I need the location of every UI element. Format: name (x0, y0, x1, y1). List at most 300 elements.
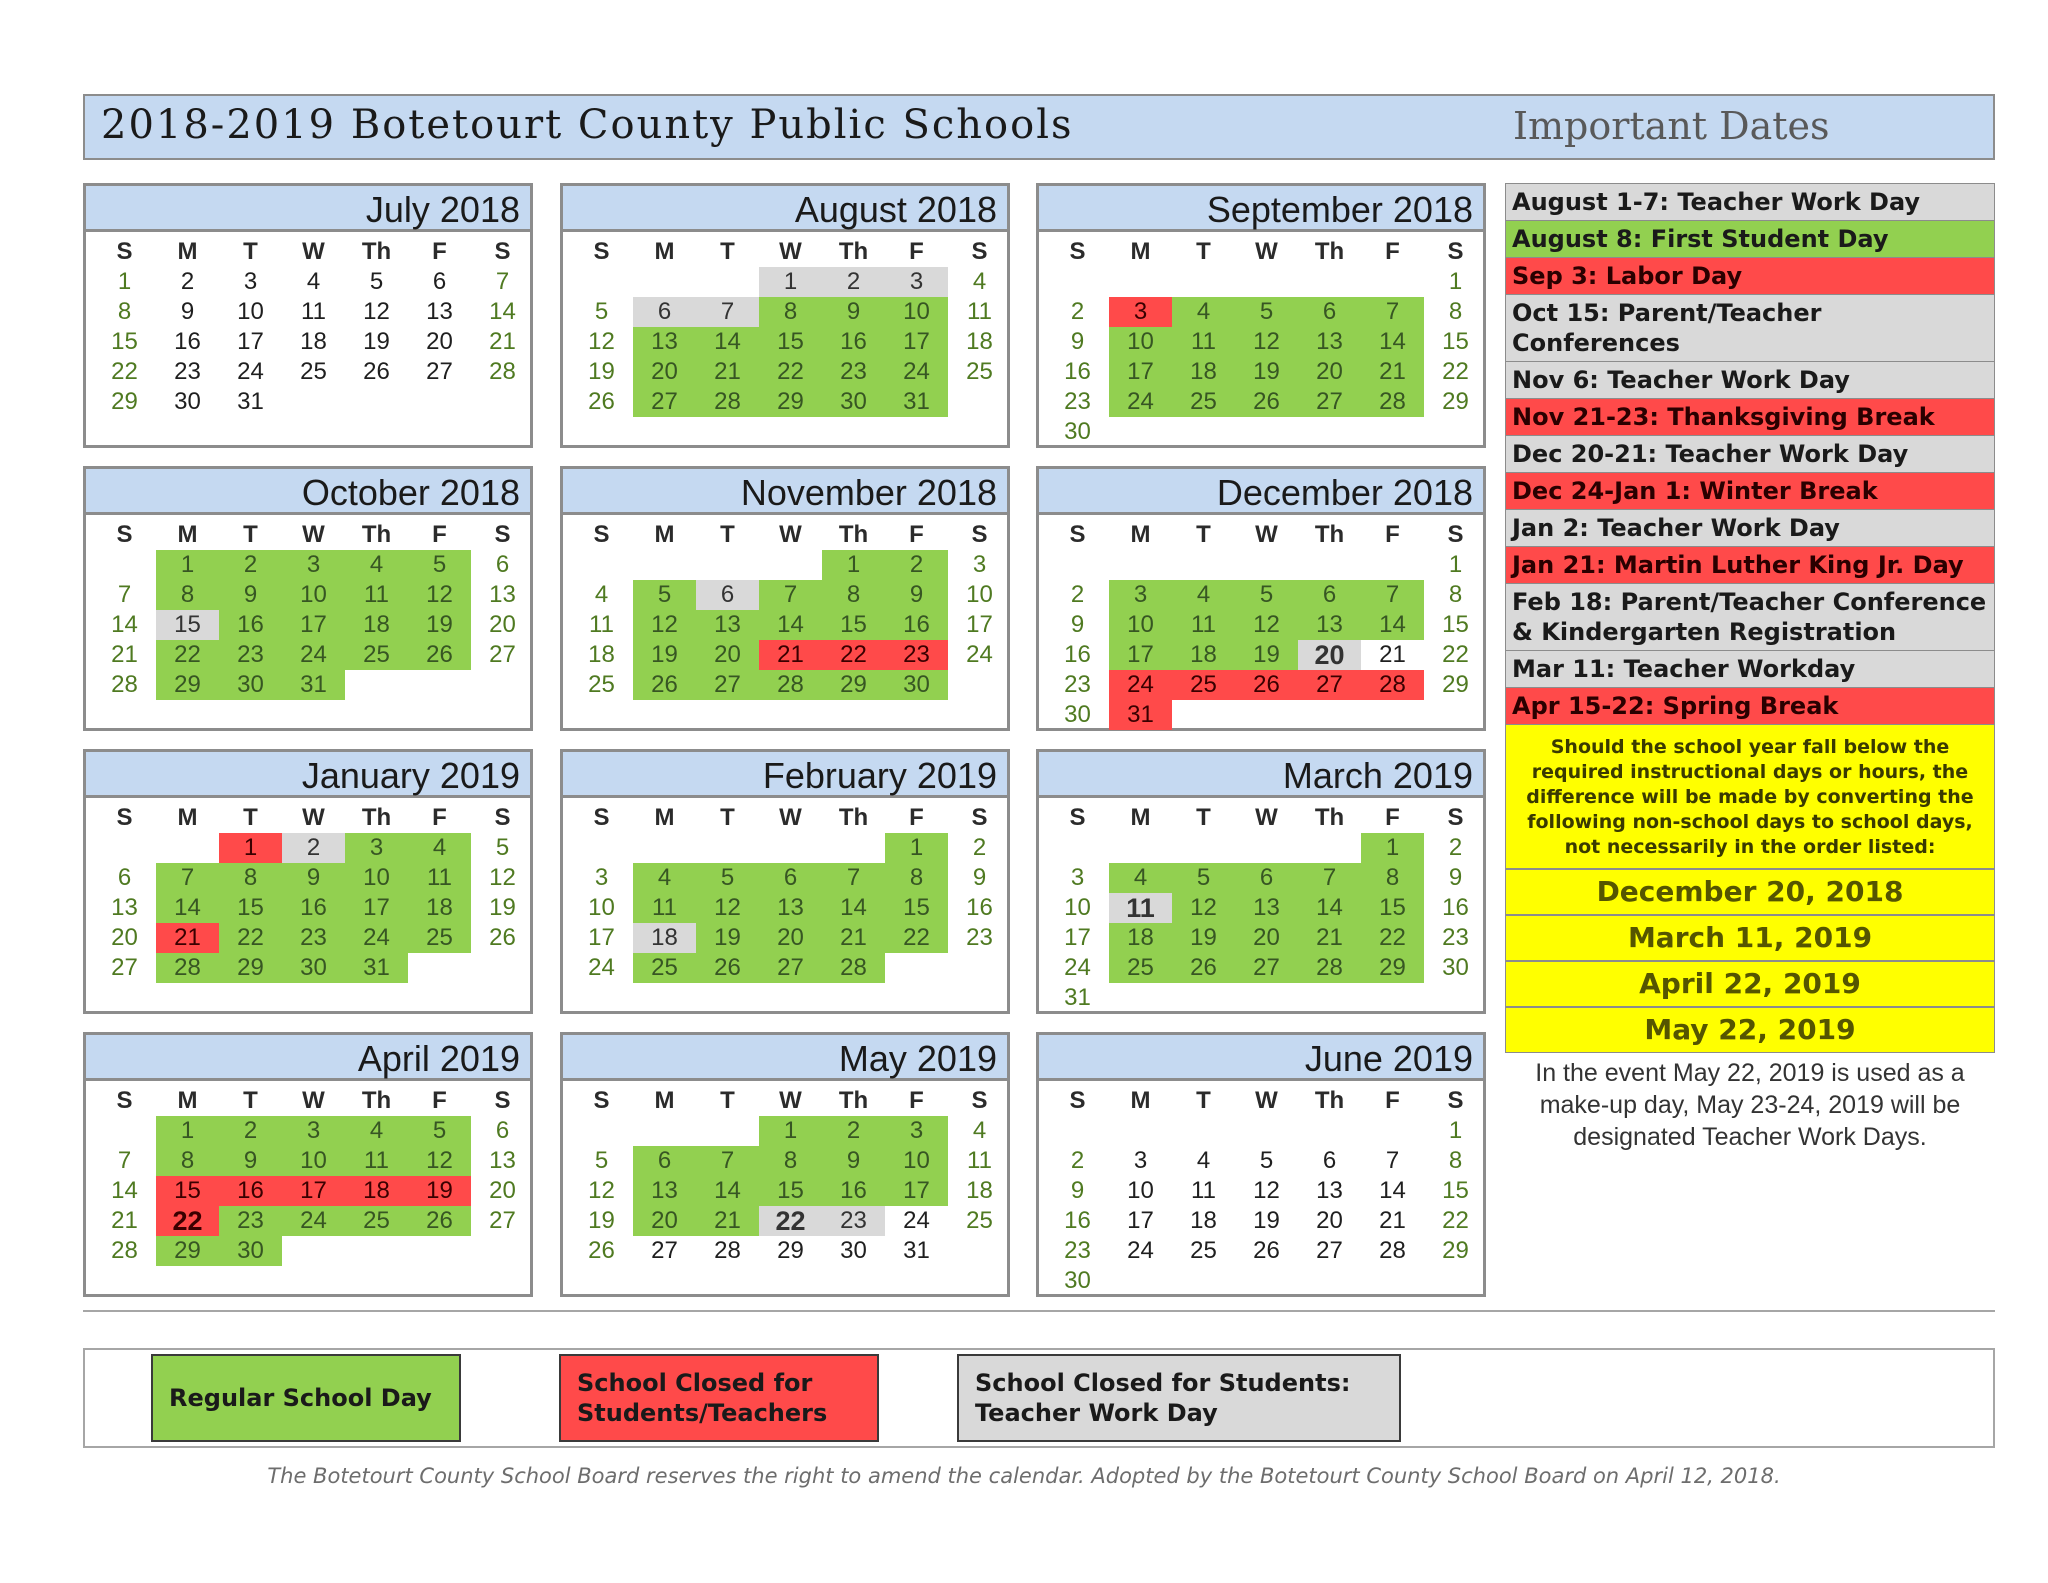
calendar-day: 29 (822, 670, 885, 700)
calendar-day: 23 (1442, 924, 1469, 951)
weekday-label: W (1255, 804, 1278, 831)
weekday-label: T (243, 1087, 258, 1114)
calendar-day: 24 (1109, 387, 1172, 417)
calendar-day: 21 (1298, 923, 1361, 953)
calendar-day: 6 (759, 863, 822, 893)
calendar-day: 7 (495, 268, 510, 295)
calendar-day: 4 (408, 833, 471, 863)
weekday-label: T (720, 521, 735, 548)
calendar-day: 12 (633, 610, 696, 640)
calendar-day: 8 (759, 297, 822, 327)
calendar-day: 15 (111, 328, 138, 355)
calendar-day: 28 (111, 671, 138, 698)
calendar-day: 21 (1361, 357, 1424, 387)
month-calendar (83, 466, 533, 731)
calendar-day: 20 (696, 640, 759, 670)
weekday-label: S (116, 1087, 133, 1114)
calendar-day: 18 (300, 328, 327, 355)
calendar-day: 22 (759, 357, 822, 387)
calendar-day: 5 (408, 1116, 471, 1146)
important-date-item: Mar 11: Teacher Workday (1505, 650, 1995, 687)
calendar-day: 15 (219, 893, 282, 923)
calendar-day: 26 (408, 1206, 471, 1236)
calendar-day: 18 (345, 1176, 408, 1206)
calendar-day: 10 (1064, 894, 1091, 921)
calendar-day: 7 (1385, 1147, 1400, 1174)
important-dates-heading: Important Dates (1513, 104, 1830, 148)
calendar-day: 28 (1298, 953, 1361, 983)
calendar-day: 12 (1253, 1177, 1280, 1204)
calendar-day: 17 (885, 1176, 948, 1206)
calendar-day: 21 (489, 328, 516, 355)
weekday-label: F (432, 804, 447, 831)
calendar-day: 17 (1109, 357, 1172, 387)
calendar-day: 20 (1298, 640, 1361, 670)
weekday-label: S (116, 238, 133, 265)
weekday-label: T (1196, 1087, 1211, 1114)
calendar-day: 2 (1070, 581, 1085, 608)
makeup-note: Should the school year fall below the required instructional days or hours, the difference will be made by converting the following non-school days to school days, not necessarily in the order listed: (1526, 736, 1974, 858)
weekday-label: Th (838, 1087, 869, 1114)
calendar-day: 19 (363, 328, 390, 355)
calendar-day: 6 (495, 1117, 510, 1144)
calendar-day: 27 (1235, 953, 1298, 983)
calendar-day: 3 (1070, 864, 1085, 891)
calendar-day: 1 (1448, 1117, 1463, 1144)
calendar-day: 9 (1070, 611, 1085, 638)
calendar-day: 16 (219, 610, 282, 640)
calendar-day: 29 (1442, 671, 1469, 698)
page-header (83, 94, 1995, 160)
month-calendar (1036, 1032, 1486, 1297)
important-date-item: Dec 24-Jan 1: Winter Break (1505, 472, 1995, 509)
calendar-day: 18 (966, 328, 993, 355)
calendar-day: 27 (111, 954, 138, 981)
important-date-item: August 1-7: Teacher Work Day (1505, 183, 1995, 220)
weekday-label: F (909, 521, 924, 548)
calendar-day: 29 (156, 1236, 219, 1266)
weekday-label: W (779, 521, 802, 548)
weekday-label: F (432, 238, 447, 265)
calendar-day: 11 (1191, 1177, 1216, 1204)
calendar-day: 10 (237, 298, 264, 325)
weekday-label: Th (838, 521, 869, 548)
calendar-day: 29 (1361, 953, 1424, 983)
calendar-day: 10 (1109, 610, 1172, 640)
calendar-day: 10 (588, 894, 615, 921)
weekday-label: F (909, 804, 924, 831)
month-calendar (1036, 749, 1486, 1014)
weekday-label: T (1196, 804, 1211, 831)
calendar-day: 5 (594, 1147, 609, 1174)
calendar-day: 5 (1259, 1147, 1274, 1174)
calendar-day: 31 (885, 387, 948, 417)
calendar-day: 14 (1361, 610, 1424, 640)
calendar-day: 26 (696, 953, 759, 983)
calendar-day: 28 (111, 1237, 138, 1264)
weekday-label: S (116, 804, 133, 831)
calendar-day: 17 (282, 610, 345, 640)
calendar-day: 3 (282, 550, 345, 580)
calendar-day: 8 (1448, 581, 1463, 608)
weekday-label: W (779, 238, 802, 265)
calendar-day: 7 (1298, 863, 1361, 893)
calendar-day: 12 (408, 580, 471, 610)
calendar-day: 5 (1235, 580, 1298, 610)
calendar-day: 24 (1064, 954, 1091, 981)
makeup-date: March 11, 2019 (1506, 914, 1994, 960)
calendar-day: 4 (345, 1116, 408, 1146)
calendar-day: 23 (282, 923, 345, 953)
calendar-day: 8 (822, 580, 885, 610)
weekday-label: T (243, 804, 258, 831)
calendar-day: 31 (903, 1237, 930, 1264)
calendar-day: 5 (696, 863, 759, 893)
calendar-day: 16 (885, 610, 948, 640)
calendar-day: 14 (111, 1177, 138, 1204)
calendar-day: 7 (1361, 580, 1424, 610)
calendar-day: 16 (1064, 641, 1091, 668)
makeup-days-box (1505, 724, 1995, 1053)
calendar-day: 4 (345, 550, 408, 580)
month-calendar (83, 183, 533, 448)
calendar-day: 14 (822, 893, 885, 923)
calendar-day: 10 (885, 1146, 948, 1176)
calendar-day: 18 (1172, 640, 1235, 670)
month-title: December 2018 (1039, 469, 1483, 515)
calendar-day: 4 (1172, 297, 1235, 327)
calendar-day: 6 (495, 551, 510, 578)
calendar-day: 22 (111, 358, 138, 385)
calendar-day: 28 (489, 358, 516, 385)
weekday-label: S (494, 238, 511, 265)
calendar-day: 12 (1172, 893, 1235, 923)
calendar-day: 15 (1442, 328, 1469, 355)
calendar-day: 9 (1070, 328, 1085, 355)
calendar-day: 6 (432, 268, 447, 295)
calendar-day: 29 (777, 1237, 804, 1264)
calendar-day: 9 (822, 1146, 885, 1176)
calendar-day: 8 (117, 298, 132, 325)
calendar-day: 25 (300, 358, 327, 385)
weekday-label: S (1069, 238, 1086, 265)
calendar-day: 25 (1172, 670, 1235, 700)
calendar-day: 9 (822, 297, 885, 327)
calendar-day: 19 (408, 1176, 471, 1206)
legend-school-closed: School Closed for Students/Teachers (559, 1354, 879, 1442)
calendar-day: 10 (1109, 327, 1172, 357)
calendar-day: 31 (1064, 984, 1091, 1011)
calendar-day: 23 (966, 924, 993, 951)
calendar-day: 20 (111, 924, 138, 951)
calendar-day: 16 (1442, 894, 1469, 921)
calendar-day: 31 (282, 670, 345, 700)
calendar-day: 14 (156, 893, 219, 923)
calendar-day: 22 (156, 1206, 219, 1236)
calendar-day: 11 (345, 1146, 408, 1176)
calendar-day: 21 (759, 640, 822, 670)
weekday-label: M (654, 804, 675, 831)
calendar-day: 9 (1448, 864, 1463, 891)
calendar-day: 9 (219, 1146, 282, 1176)
calendar-day: 29 (111, 388, 138, 415)
calendar-day: 12 (1235, 610, 1298, 640)
calendar-day: 17 (885, 327, 948, 357)
calendar-day: 23 (219, 1206, 282, 1236)
calendar-day: 27 (651, 1237, 678, 1264)
weekday-label: W (1255, 521, 1278, 548)
calendar-day: 21 (1379, 1207, 1406, 1234)
calendar-day: 22 (759, 1206, 822, 1236)
weekday-label: W (1255, 238, 1278, 265)
calendar-day: 28 (714, 1237, 741, 1264)
calendar-day: 2 (822, 267, 885, 297)
calendar-day: 10 (1127, 1177, 1154, 1204)
calendar-day: 13 (1298, 327, 1361, 357)
makeup-date: December 20, 2018 (1506, 868, 1994, 914)
calendar-day: 13 (633, 1176, 696, 1206)
calendar-day: 19 (1253, 1207, 1280, 1234)
calendar-day: 3 (885, 1116, 948, 1146)
calendar-day: 26 (1235, 670, 1298, 700)
calendar-day: 25 (408, 923, 471, 953)
calendar-day: 3 (1109, 580, 1172, 610)
calendar-day: 28 (1379, 1237, 1406, 1264)
important-date-item: Jan 21: Martin Luther King Jr. Day (1505, 546, 1995, 583)
weekday-label: F (909, 1087, 924, 1114)
legend-teacher-work-day: School Closed for Students: Teacher Work Day (957, 1354, 1401, 1442)
calendar-day: 15 (885, 893, 948, 923)
month-title: July 2018 (86, 186, 530, 232)
makeup-date: April 22, 2019 (1506, 960, 1994, 1006)
calendar-day: 12 (363, 298, 390, 325)
calendar-day: 11 (967, 298, 992, 325)
calendar-day: 22 (1442, 1207, 1469, 1234)
calendar-day: 22 (822, 640, 885, 670)
calendar-day: 10 (966, 581, 993, 608)
calendar-day: 30 (282, 953, 345, 983)
calendar-day: 23 (219, 640, 282, 670)
important-date-item: August 8: First Student Day (1505, 220, 1995, 257)
calendar-day: 3 (885, 267, 948, 297)
weekday-label: Th (1314, 1087, 1345, 1114)
weekday-label: Th (361, 521, 392, 548)
calendar-day: 17 (237, 328, 264, 355)
calendar-day: 11 (345, 580, 408, 610)
calendar-day: 13 (633, 327, 696, 357)
weekday-label: S (1069, 804, 1086, 831)
weekday-label: F (432, 1087, 447, 1114)
calendar-day: 19 (489, 894, 516, 921)
weekday-label: M (1130, 804, 1151, 831)
calendar-day: 21 (696, 1206, 759, 1236)
weekday-label: S (593, 521, 610, 548)
weekday-label: S (1447, 521, 1464, 548)
calendar-day: 8 (1448, 1147, 1463, 1174)
calendar-day: 20 (489, 611, 516, 638)
calendar-day: 7 (156, 863, 219, 893)
calendar-day: 4 (594, 581, 609, 608)
important-date-item: Nov 6: Teacher Work Day (1505, 361, 1995, 398)
weekday-label: T (720, 804, 735, 831)
calendar-day: 9 (972, 864, 987, 891)
calendar-day: 4 (1196, 1147, 1211, 1174)
weekday-label: S (971, 1087, 988, 1114)
calendar-day: 9 (219, 580, 282, 610)
weekday-label: S (971, 804, 988, 831)
calendar-day: 17 (966, 611, 993, 638)
calendar-day: 27 (1298, 670, 1361, 700)
calendar-day: 1 (822, 550, 885, 580)
calendar-day: 30 (1064, 701, 1091, 728)
weekday-label: T (1196, 521, 1211, 548)
calendar-day: 5 (1235, 297, 1298, 327)
calendar-day: 6 (117, 864, 132, 891)
calendar-day: 28 (822, 953, 885, 983)
weekday-label: S (1069, 521, 1086, 548)
calendar-day: 1 (1448, 268, 1463, 295)
month-calendar (560, 183, 1010, 448)
calendar-day: 18 (633, 923, 696, 953)
weekday-label: W (1255, 1087, 1278, 1114)
calendar-day: 2 (282, 833, 345, 863)
weekday-label: M (654, 238, 675, 265)
calendar-day: 25 (966, 358, 993, 385)
calendar-day: 27 (1316, 1237, 1343, 1264)
weekday-label: Th (838, 238, 869, 265)
calendar-day: 18 (1172, 357, 1235, 387)
calendar-day: 17 (282, 1176, 345, 1206)
calendar-day: 18 (1190, 1207, 1217, 1234)
calendar-day: 25 (966, 1207, 993, 1234)
calendar-day: 9 (885, 580, 948, 610)
calendar-day: 29 (219, 953, 282, 983)
month-title: April 2019 (86, 1035, 530, 1081)
calendar-day: 23 (885, 640, 948, 670)
calendar-day: 14 (759, 610, 822, 640)
calendar-day: 10 (282, 1146, 345, 1176)
weekday-label: M (654, 1087, 675, 1114)
calendar-day: 24 (1109, 670, 1172, 700)
calendar-day: 26 (489, 924, 516, 951)
calendar-day: 18 (966, 1177, 993, 1204)
weekday-label: F (909, 238, 924, 265)
calendar-day: 10 (345, 863, 408, 893)
weekday-label: Th (361, 804, 392, 831)
calendar-day: 17 (345, 893, 408, 923)
calendar-day: 6 (1298, 580, 1361, 610)
calendar-day: 17 (588, 924, 615, 951)
calendar-day: 19 (1235, 357, 1298, 387)
calendar-day: 4 (633, 863, 696, 893)
calendar-day: 1 (156, 1116, 219, 1146)
calendar-day: 7 (1361, 297, 1424, 327)
calendar-day: 3 (1133, 1147, 1148, 1174)
weekday-label: S (971, 521, 988, 548)
weekday-label: M (1130, 1087, 1151, 1114)
calendar-day: 24 (885, 357, 948, 387)
calendar-day: 7 (696, 297, 759, 327)
weekday-label: S (593, 238, 610, 265)
calendar-day: 26 (1235, 387, 1298, 417)
calendar-day: 25 (1109, 953, 1172, 983)
calendar-day: 11 (408, 863, 471, 893)
month-title: September 2018 (1039, 186, 1483, 232)
calendar-day: 18 (588, 641, 615, 668)
calendar-day: 29 (1442, 1237, 1469, 1264)
calendar-day: 14 (1379, 1177, 1406, 1204)
calendar-day: 3 (282, 1116, 345, 1146)
calendar-day: 30 (885, 670, 948, 700)
weekday-label: W (302, 238, 325, 265)
calendar-day: 6 (1235, 863, 1298, 893)
calendar-day: 6 (1298, 297, 1361, 327)
calendar-day: 6 (633, 1146, 696, 1176)
weekday-label: W (302, 804, 325, 831)
calendar-day: 15 (156, 610, 219, 640)
important-date-item: Nov 21-23: Thanksgiving Break (1505, 398, 1995, 435)
calendar-day: 13 (759, 893, 822, 923)
weekday-label: T (720, 1087, 735, 1114)
calendar-day: 16 (1064, 358, 1091, 385)
calendar-day: 9 (180, 298, 195, 325)
calendar-day: 2 (1070, 298, 1085, 325)
calendar-day: 2 (972, 834, 987, 861)
calendar-day: 25 (633, 953, 696, 983)
weekday-label: M (177, 238, 198, 265)
calendar-day: 17 (1064, 924, 1091, 951)
weekday-label: S (593, 1087, 610, 1114)
calendar-day: 16 (822, 1176, 885, 1206)
calendar-day: 19 (588, 1207, 615, 1234)
calendar-day: 23 (1064, 671, 1091, 698)
calendar-day: 14 (696, 1176, 759, 1206)
weekday-label: M (1130, 238, 1151, 265)
calendar-day: 1 (759, 267, 822, 297)
calendar-day: 8 (759, 1146, 822, 1176)
calendar-day: 19 (633, 640, 696, 670)
calendar-day: 14 (111, 611, 138, 638)
weekday-label: W (302, 521, 325, 548)
weekday-label: T (243, 238, 258, 265)
calendar-day: 21 (156, 923, 219, 953)
calendar-day: 18 (1109, 923, 1172, 953)
calendar-day: 8 (1361, 863, 1424, 893)
calendar-day: 22 (885, 923, 948, 953)
calendar-day: 24 (345, 923, 408, 953)
month-calendar (560, 749, 1010, 1014)
calendar-day: 27 (489, 641, 516, 668)
calendar-day: 3 (594, 864, 609, 891)
weekday-label: F (1385, 804, 1400, 831)
calendar-day: 21 (696, 357, 759, 387)
weekday-label: S (1447, 804, 1464, 831)
calendar-day: 15 (759, 327, 822, 357)
makeup-date: May 22, 2019 (1506, 1006, 1994, 1052)
calendar-day: 26 (588, 388, 615, 415)
calendar-day: 5 (495, 834, 510, 861)
calendar-day: 22 (156, 640, 219, 670)
calendar-day: 26 (1172, 953, 1235, 983)
calendar-day: 24 (282, 640, 345, 670)
calendar-day: 2 (180, 268, 195, 295)
calendar-day: 4 (972, 1117, 987, 1144)
calendar-day: 28 (1361, 670, 1424, 700)
calendar-day: 8 (1448, 298, 1463, 325)
calendar-day: 24 (903, 1207, 930, 1234)
weekday-label: Th (1314, 238, 1345, 265)
calendar-day: 19 (588, 358, 615, 385)
